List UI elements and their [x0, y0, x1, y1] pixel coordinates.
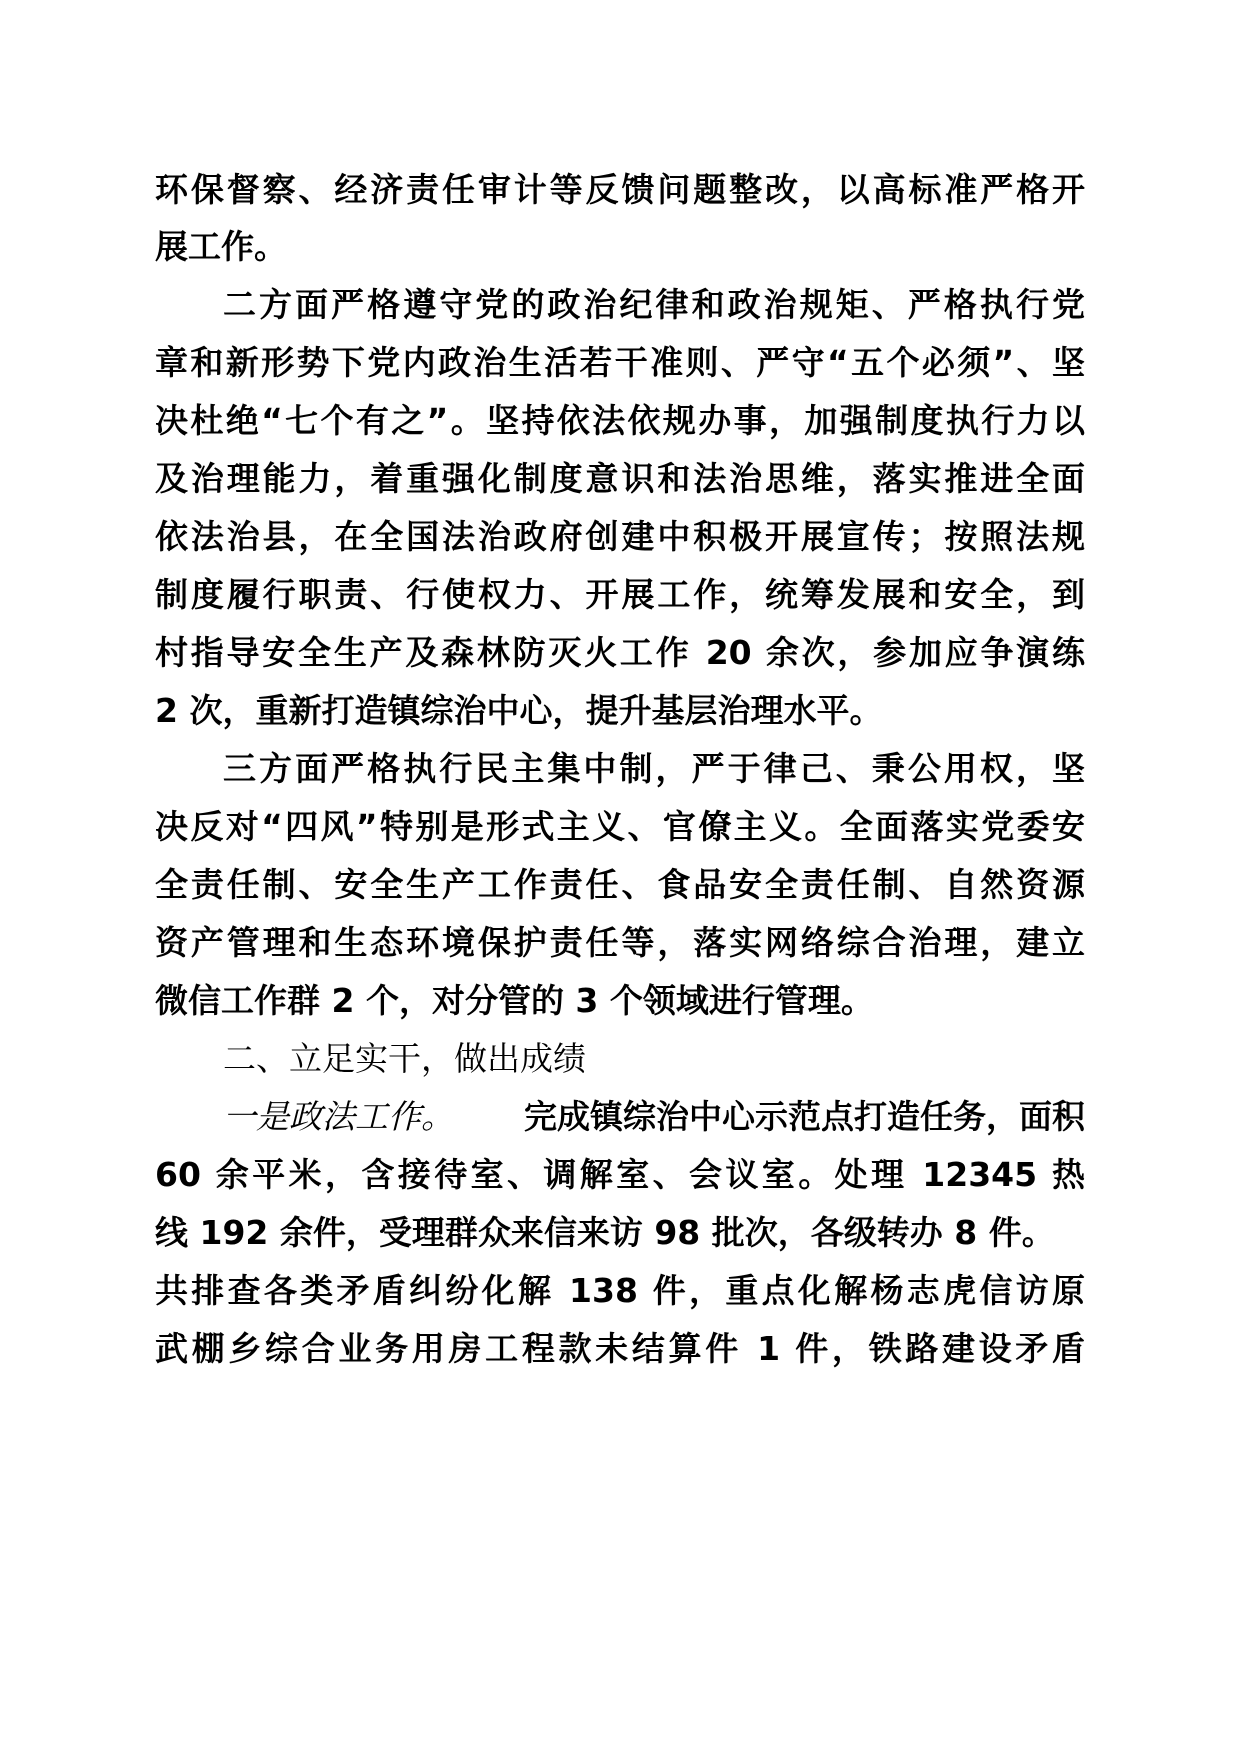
text-line: 全责任制、安全生产工作责任、食品安全责任制、自然资源	[155, 865, 1085, 904]
text-line: 决杜绝“七个有之”。坚持依法依规办事，加强制度执行力以	[155, 401, 1085, 440]
paragraph-start	[223, 1092, 1085, 1142]
text-line: 决反对“四风”特别是形式主义、官僚主义。全面落实党委安	[155, 807, 1085, 846]
text-line: 及治理能力，着重强化制度意识和法治思维，落实推进全面	[155, 459, 1085, 498]
paragraph-start: 三方面严格执行民主集中制，严于律己、秉公用权，坚	[223, 749, 1085, 788]
text-line: 2 次，重新打造镇综治中心，提升基层治理水平。	[155, 691, 883, 730]
text-line: 资产管理和生态环境保护责任等，落实网络综合治理，建立	[155, 923, 1085, 962]
text-line: 制度履行职责、行使权力、开展工作，统筹发展和安全，到	[155, 575, 1085, 614]
lead-text: 完成镇综治中心示范点打造任务，面积	[524, 1097, 1085, 1136]
paragraph-start: 二方面严格遵守党的政治纪律和政治规矩、严格执行党	[223, 285, 1085, 324]
text-line: 依法治县，在全国法治政府创建中积极开展宣传；按照法规	[155, 517, 1085, 556]
text-line: 章和新形势下党内政治生活若干准则、严守“五个必须”、坚	[155, 343, 1085, 382]
text-line: 共排查各类矛盾纠纷化解 138 件，重点化解杨志虎信访原	[155, 1271, 1085, 1310]
lead-label: 一是政法工作。	[223, 1097, 454, 1136]
text-line: 微信工作群 2 个，对分管的 3 个领域进行管理。	[155, 981, 874, 1020]
text-line: 展工作。	[155, 227, 287, 266]
text-line: 武棚乡综合业务用房工程款未结算件 1 件，铁路建设矛盾	[155, 1329, 1085, 1368]
text-line: 60 余平米，含接待室、调解室、会议室。处理 12345 热	[155, 1155, 1085, 1194]
text-line: 线 192 余件，受理群众来信来访 98 批次，各级转办 8 件。	[155, 1213, 1055, 1252]
section-heading: 二、立足实干，做出成绩	[223, 1039, 586, 1078]
text-line: 村指导安全生产及森林防灭火工作 20 余次，参加应争演练	[155, 633, 1085, 672]
text-line: 环保督察、经济责任审计等反馈问题整改，以高标准严格开	[155, 170, 1085, 209]
